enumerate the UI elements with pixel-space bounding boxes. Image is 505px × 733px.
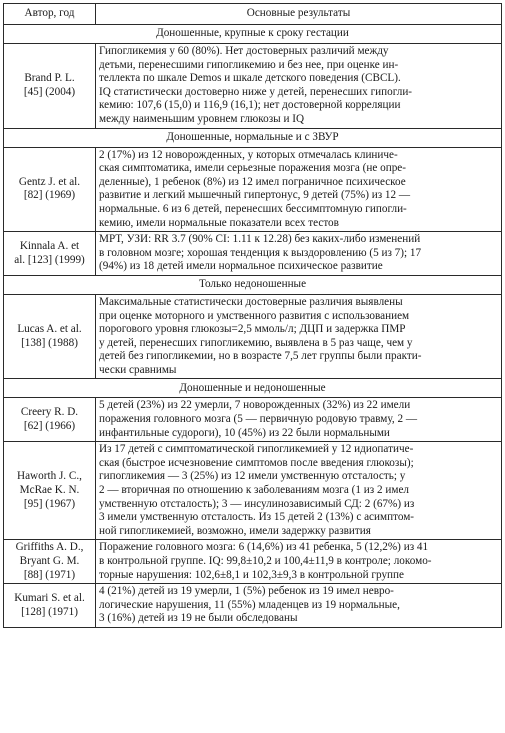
author-cell <box>4 398 96 442</box>
result-line: детьми, перенесшими гипогликемию и без нее, при оценке ин- <box>99 58 399 71</box>
author-line: Lucas A. et al. <box>17 323 82 336</box>
result-line: деленные), 1 ребенок (8%) из 12 имел пограничное психическое <box>99 175 406 188</box>
result-line: инфантильные судороги), 10 (45%) из 22 были нормальными <box>99 426 390 439</box>
result-line: гипогликемия — 3 (25%) из 12 имели умственную отсталость; у <box>99 470 406 483</box>
table-row <box>4 44 502 129</box>
result-line: порогового уровня глюкозы=2,5 ммоль/л; ДЦП и задержка ПМР <box>99 323 406 336</box>
result-line: 2 (17%) из 12 новорожденных, у которых отмечалась клиниче- <box>99 148 398 161</box>
result-line: 2 — вторичная по отношению к заболеваниям мозга (1 из 2 имел <box>99 484 409 497</box>
result-line: в головном мозге; хорошая тенденция к выздоровлению (5 из 7); 17 <box>99 246 422 259</box>
header-row <box>4 4 502 25</box>
author-line: Haworth J. C., <box>17 470 82 483</box>
section-title: Доношенные, нормальные и с ЗВУР <box>4 128 502 147</box>
section-row <box>4 275 502 294</box>
author-cell <box>4 147 96 232</box>
result-line: чески сравнимы <box>99 363 177 376</box>
result-line: ной гипогликемией, возможно, имели задержку развития <box>99 524 371 537</box>
author-line: Creery R. D. <box>20 406 79 419</box>
table-row <box>4 442 502 540</box>
author-line: [82] (1969) <box>23 189 76 202</box>
section-title: Только недоношенные <box>4 275 502 294</box>
result-line: (94%) из 18 детей имели нормальное психическое развитие <box>99 260 383 273</box>
result-line: 3 имели умственную отсталость. Из 15 детей 2 (13%) с асимптом- <box>99 511 415 524</box>
result-cell <box>96 294 502 379</box>
author-line: [128] (1971) <box>21 605 78 618</box>
result-line: IQ статистически достоверно ниже у детей, перенесших гипогли- <box>99 85 413 98</box>
result-line: Максимальные статистически достоверные различия выявлены <box>99 295 403 308</box>
result-cell <box>96 398 502 442</box>
table-body <box>4 25 502 628</box>
result-line: Из 17 детей с симптоматической гипогликемией у 12 идиопатиче- <box>99 443 414 456</box>
author-line: Kumari S. et al. <box>14 591 85 604</box>
table-row <box>4 232 502 276</box>
result-line: умственную отсталость); 3 — инсулинозависимый СД: 2 (67%) из <box>99 497 415 510</box>
author-line: [45] (2004) <box>23 85 76 98</box>
author-line: [95] (1967) <box>23 497 76 510</box>
header-results: Основные результаты <box>96 4 502 25</box>
result-line: ская (быстрое исчезновение симптомов после введения глюкозы); <box>99 456 414 469</box>
result-cell <box>96 232 502 276</box>
result-line: 4 (21%) детей из 19 умерли, 1 (5%) ребенок из 19 имел невро- <box>99 585 394 598</box>
author-line: Kinnala A. et <box>19 239 80 252</box>
author-line: McRae K. N. <box>19 484 80 497</box>
result-line: Гипогликемия у 60 (80%). Нет достоверных различий между <box>99 45 389 57</box>
author-line: [138] (1988) <box>21 336 78 349</box>
author-line: Gentz J. et al. <box>18 175 81 188</box>
result-line: между наименьшим уровнем глюкозы и IQ <box>99 112 305 125</box>
author-cell <box>4 294 96 379</box>
section-title: Доношенные и недоношенные <box>4 379 502 398</box>
author-cell <box>4 44 96 129</box>
author-line: al. [123] (1999) <box>14 253 85 266</box>
author-cell <box>4 232 96 276</box>
table-row <box>4 584 502 628</box>
result-cell <box>96 442 502 540</box>
table-row <box>4 540 502 584</box>
result-line: 3 (16%) детей из 19 не были обследованы <box>99 612 298 625</box>
result-cell <box>96 44 502 129</box>
header-author-year: Автор, год <box>4 4 96 25</box>
result-cell <box>96 540 502 584</box>
result-line: поражения головного мозга (5 — первичную родовую травму, 2 — <box>99 413 418 426</box>
result-line: кемию: 107,6 (15,0) и 116,9 (16,1); нет достоверной корреляции <box>99 99 401 112</box>
table-row <box>4 147 502 232</box>
author-cell <box>4 584 96 628</box>
result-line: Поражение головного мозга: 6 (14,6%) из 41 ребенка, 5 (12,2%) из 41 <box>99 541 429 554</box>
results-table <box>3 3 502 628</box>
section-row <box>4 379 502 398</box>
result-cell <box>96 584 502 628</box>
result-line: 5 детей (23%) из 22 умерли, 7 новорожденных (32%) из 22 имели <box>99 399 411 412</box>
result-line: при оценке моторного и умственного развития с использованием <box>99 309 410 322</box>
author-line: Brand P. L. <box>24 72 75 85</box>
author-line: Bryant G. M. <box>19 555 80 567</box>
result-line: кемию, имели нормальные показатели всех тестов <box>99 216 339 229</box>
result-cell <box>96 147 502 232</box>
result-line: нормальные. 6 из 6 детей, перенесших бессимптомную гипогли- <box>99 202 407 215</box>
result-line: МРТ, УЗИ: RR 3.7 (90% CI: 1.11 к 12.28) без каких-либо изменений <box>99 233 421 246</box>
table-row <box>4 398 502 442</box>
result-line: у детей, перенесших гипогликемию, выявлена в 5 раз чаще, чем у <box>99 336 413 349</box>
section-row <box>4 25 502 44</box>
result-line: теллекта по шкале Demos и шкале детского поведения (CBCL). <box>99 72 401 85</box>
result-line: развитие и легкий мышечный гипертонус, 9 детей (75%) из 12 — <box>99 189 411 202</box>
table-container <box>3 3 502 628</box>
section-row <box>4 128 502 147</box>
author-line: [88] (1971) <box>23 568 76 581</box>
author-line: Griffiths A. D., <box>15 541 84 554</box>
author-line: [62] (1966) <box>23 419 76 432</box>
author-cell <box>4 540 96 584</box>
result-line: логические нарушения, 11 (55%) младенцев из 19 нормальные, <box>99 598 400 611</box>
result-line: торные нарушения: 102,6±8,1 и 102,3±9,3 в контрольной группе <box>99 568 404 581</box>
result-line: детей без гипогликемии, но в возрасте 7,5 лет группы были практи- <box>99 350 422 363</box>
section-title: Доношенные, крупные к сроку гестации <box>4 25 502 44</box>
author-cell <box>4 442 96 540</box>
result-line: в контрольной группе. IQ: 99,8±10,2 и 100,4±11,9 в контроле; локомо- <box>99 555 432 567</box>
result-line: ская симптоматика, имели серьезные поражения мозга (не опре- <box>99 162 406 175</box>
table-row <box>4 294 502 379</box>
